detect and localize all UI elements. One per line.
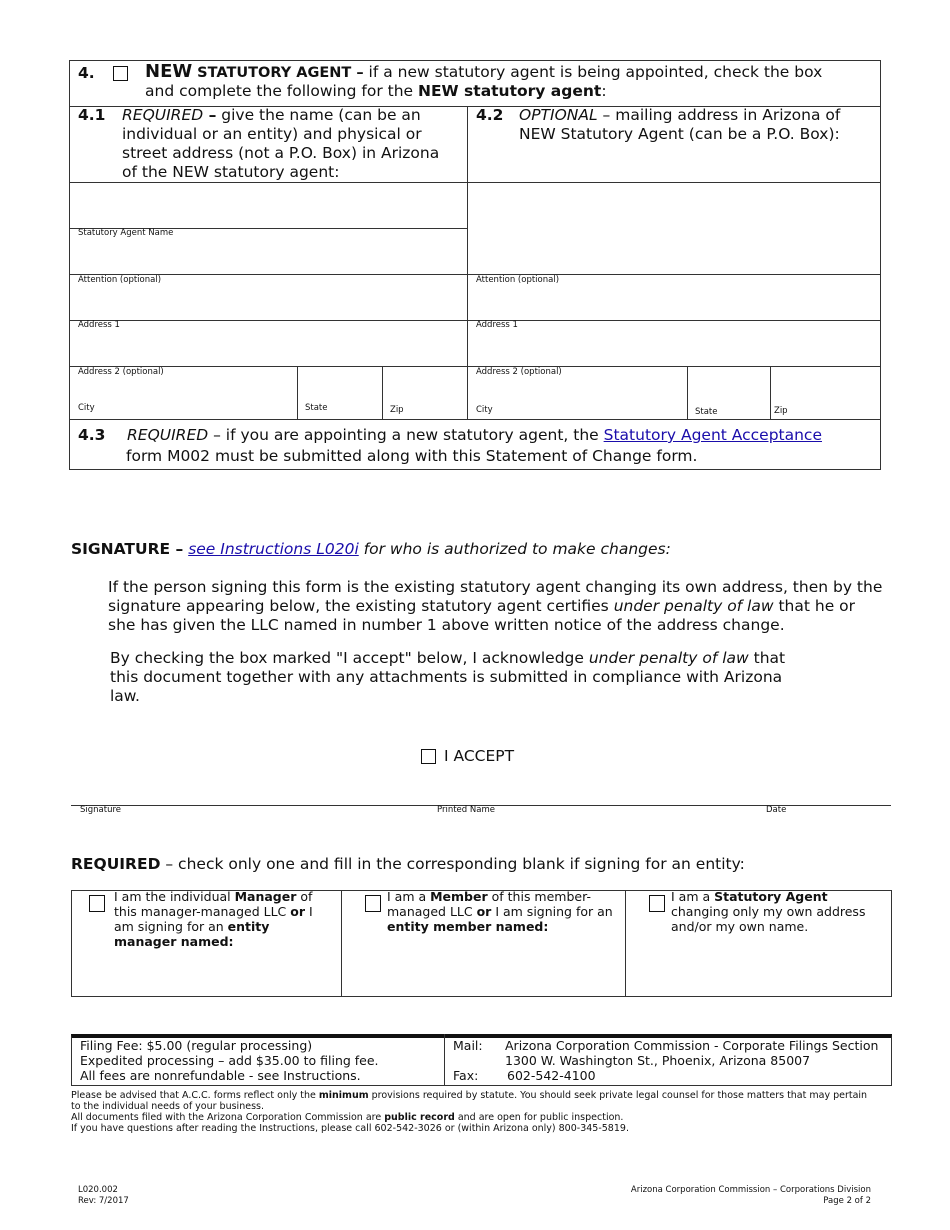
label-zip-right: Zip [774, 406, 788, 416]
section4-title-new: NEW [145, 61, 193, 82]
date-label: Date [766, 805, 787, 815]
form-revision: Rev: 7/2017 [78, 1196, 129, 1206]
fee-info: Filing Fee: $5.00 (regular processing) Expedited processing – add $35.00 to filing fee. All fees are nonrefundable - see Instructions. [80, 1038, 379, 1083]
s41-text: REQUIRED – give the name (can be an individual or an entity) and physical or street address (not a P.O. Box) in Arizona of the NEW statutory agent: [122, 106, 440, 181]
mail-address: Arizona Corporation Commission - Corporate Filings Section 1300 W. Washington St., Phoenix, Arizona 85007 [505, 1038, 879, 1068]
page-number: Page 2 of 2 [823, 1196, 871, 1206]
signature-paragraph-2: By checking the box marked "I accept" below, I acknowledge under penalty of law that this document together with any attachments is submitted in compliance with Arizona law. [110, 649, 786, 705]
label-address1-right: Address 1 [476, 320, 518, 330]
section4-intro-line1: if a new statutory agent is being appointed, check the box [363, 63, 823, 81]
signature-paragraph-1: If the person signing this form is the existing statutory agent changing its own address, then by the signature appearing below, the existing statutory agent certifies under penalty of law that he or she has given the LLC named in number 1 above written notice of the address change. [108, 578, 883, 634]
label-state-left: State [305, 403, 328, 413]
instructions-link[interactable]: see Instructions L020i [188, 540, 359, 558]
s42-text: OPTIONAL – mailing address in Arizona of NEW Statutory Agent (can be a P.O. Box): [519, 106, 841, 143]
fax-label: Fax: [453, 1068, 479, 1083]
form-id: L020.002 [78, 1185, 118, 1195]
s42-number: 4.2 [476, 106, 504, 124]
s43-number: 4.3 [78, 426, 106, 444]
signature-label: Signature [80, 805, 122, 815]
option-agent-text: I am a Statutory Agent changing only my own address and/or my own name. [671, 889, 866, 934]
label-state-right: State [695, 407, 718, 417]
label-city-right: City [476, 405, 493, 415]
label-attention-left: Attention (optional) [78, 275, 162, 285]
label-address1-left: Address 1 [78, 320, 120, 330]
label-address2-right: Address 2 (optional) [476, 367, 562, 377]
manager-checkbox[interactable] [89, 895, 105, 912]
section4-number: 4. [78, 64, 95, 82]
mail-label: Mail: [453, 1038, 483, 1053]
i-accept-label: I ACCEPT [444, 747, 515, 765]
member-checkbox[interactable] [365, 895, 381, 912]
i-accept-checkbox[interactable] [421, 749, 436, 764]
agent-acceptance-link[interactable]: Statutory Agent Acceptance [603, 426, 822, 444]
s43-line1: REQUIRED – if you are appointing a new statutory agent, the Statutory Agent Acceptance [127, 426, 822, 444]
agency-name: Arizona Corporation Commission – Corporations Division [630, 1185, 871, 1195]
signature-heading: SIGNATURE – see Instructions L020i for who is authorized to make changes: [71, 540, 671, 558]
label-city-left: City [78, 403, 95, 413]
fax-number: 602-542-4100 [507, 1068, 596, 1083]
label-agent-name: Statutory Agent Name [78, 228, 174, 238]
legal-notice: Please be advised that A.C.C. forms reflect only the minimum provisions required by statute. You should seek private legal counsel for those matters that may pertain to the individual needs of your business. All documents filed with the Arizona Corporation Commission are public record and are open for public inspection. If you have questions after reading the Instructions, please call 602-542-3026 or (within Arizona only) 800-345-5819. [71, 1090, 868, 1134]
label-zip-left: Zip [390, 405, 404, 415]
label-attention-right: Attention (optional) [476, 275, 560, 285]
printed-name-label: Printed Name [437, 805, 495, 815]
s43-line2: form M002 must be submitted along with this Statement of Change form. [126, 447, 698, 465]
required-heading: REQUIRED – check only one and fill in the corresponding blank if signing for an entity: [71, 855, 745, 873]
new-agent-checkbox[interactable] [113, 66, 128, 81]
section4-heading [145, 62, 822, 83]
label-address2-left: Address 2 (optional) [78, 367, 164, 377]
s41-number: 4.1 [78, 106, 106, 124]
option-manager-text: I am the individual Manager of this manager-managed LLC or I am signing for an entity manager named: [114, 889, 313, 949]
statutory-agent-checkbox[interactable] [649, 895, 665, 912]
option-member-text: I am a Member of this member- managed LLC or I am signing for an entity member named: [387, 889, 613, 934]
section4-intro-line2: and complete the following for the NEW statutory agent: [145, 82, 607, 100]
section4-title-rest: STATUTORY AGENT – [197, 65, 364, 81]
